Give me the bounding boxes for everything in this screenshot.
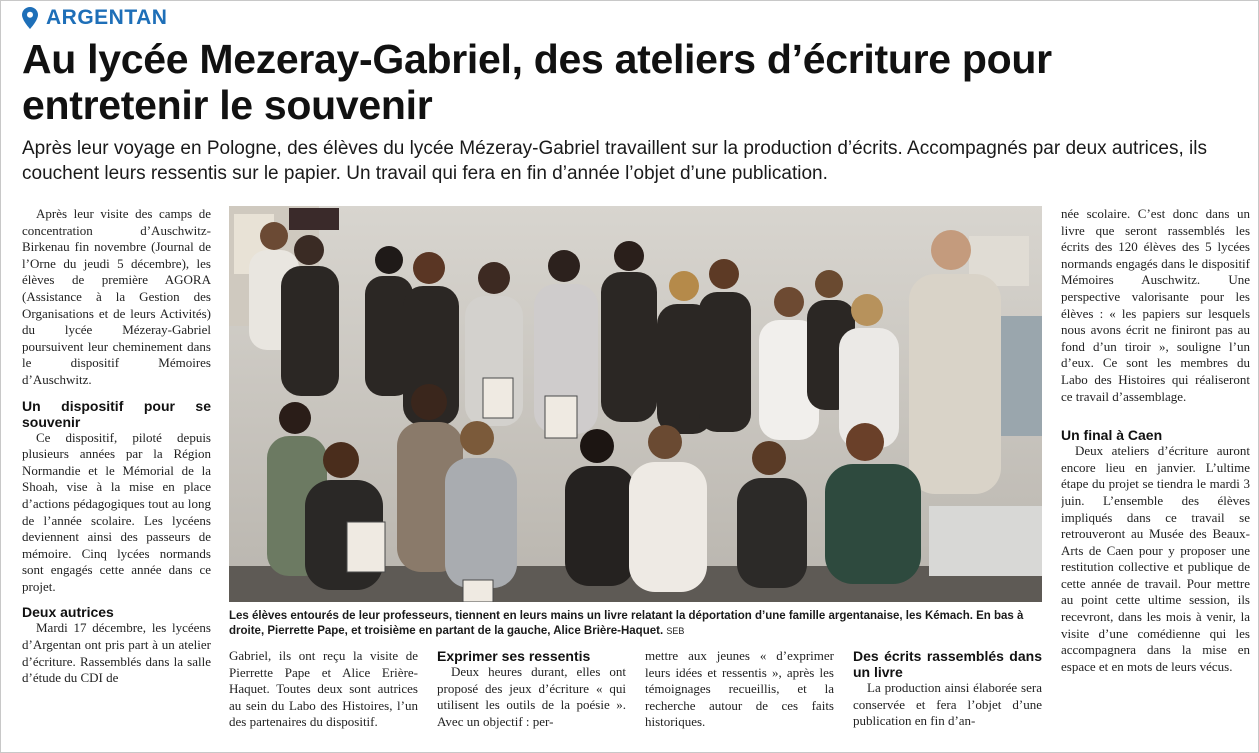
subheading-dispositif: Un dispositif pour se souvenir — [22, 397, 211, 430]
subheading-final: Un final à Caen — [1061, 427, 1163, 444]
section-kicker — [22, 4, 167, 32]
column-2-paragraph: Gabriel, ils ont reçu la visite de Pierrette Pape et Alice Erière-Haquet. Toutes deux sont autrices au sein du Labo des Histoires, l’un des partenaires du dispositif. — [229, 648, 418, 730]
subheading-autrices: Deux autrices — [22, 604, 114, 621]
column-4-paragraph: mettre aux jeunes « d’exprimer leurs idées et ressentis », après les témoignages recueillis, et la recherche autour de ces faits historiques. — [645, 648, 834, 730]
column-1 — [22, 206, 211, 740]
article-headline: Au lycée Mezeray-Gabriel, des ateliers d’écriture pour entretenir le souvenir — [22, 36, 1052, 128]
autrices-paragraph: Mardi 17 décembre, les lycéens d’Argentan ont pris part à un atelier d’écriture. Rassemblés dans la salle d’étude du CDI de — [22, 620, 211, 686]
column-4 — [645, 648, 834, 740]
ressentis-paragraph: Deux heures durant, elles ont proposé des jeux d’écriture « qui utilisent les outils de la poésie ». Avec un objectif : per- — [437, 664, 626, 729]
column-6 — [1061, 206, 1250, 740]
group-photo-illustration — [229, 206, 1042, 602]
section-label: ARGENTAN — [46, 6, 168, 29]
article-standfirst: Après leur voyage en Pologne, des élèves du lycée Mézeray-Gabriel travaillent sur la production d’écrits. Accompagnés par deux autrices, ils couchent leurs ressentis sur le papier. Un travail qui fera en fin d’année l’objet d’une publication. — [22, 138, 1207, 184]
dispositif-paragraph: Ce dispositif, piloté depuis plusieurs années par la Région Normandie et le Mémorial de la Shoah, vise à la mise en place d’actions pédagogiques tout au long de l’année scolaire. Les lycéens deviennent ainsi des passeurs de mémoire. Cinq lycées normands sont engagés cette année dans ce projet. — [22, 429, 211, 594]
photo-caption-text: Les élèves entourés de leur professeurs, tiennent en leurs mains un livre relatant la déportation d’une famille argentanaise, les Kémach. En bas à droite, Pierrette Pape, et troisième en partant de la gauche, Alice Brière-Haquet. — [229, 610, 1024, 637]
photo-caption — [229, 609, 1042, 639]
column-5 — [853, 648, 1042, 740]
column-2 — [229, 648, 418, 740]
column-6-paragraph: née scolaire. C’est donc dans un livre que seront rassemblés les écrits des 120 élèves des 5 lycées normands engagés dans le dispositif Mémoires Auschwitz. Une perspective valorisante pour les élèves : « les papiers sur lesquels nous avons écrit ne finiront pas au fond d’un tiroir », souligne l’un d’eux. Ce sont les membres du Labo des Histoires qui réaliseront ce travail d’assemblage. — [1061, 206, 1250, 404]
subheading-ecrits: Des écrits rassemblés dans un livre — [853, 648, 1042, 680]
ecrits-paragraph: La production ainsi élaborée sera conservée et fera l’objet d’une publication en fin d’an- — [853, 680, 1042, 729]
column-3 — [437, 648, 626, 740]
group-photo — [229, 206, 1042, 602]
location-pin-icon — [22, 7, 38, 29]
intro-paragraph: Après leur visite des camps de concentration d’Auschwitz-Birkenau fin novembre (Journal de l’Orne du jeudi 5 décembre), les élèves de première AGORA (Assistance à la Gestion des Organisations et de leurs Activités) du lycée Mézeray-Gabriel poursuivent leur cheminement dans le dispositif Mémoires d’Auschwitz. — [22, 206, 211, 387]
subheading-ressentis: Exprimer ses ressentis — [437, 648, 591, 664]
photo-credit: SEB — [666, 626, 685, 636]
final-paragraph: Deux ateliers d’écriture auront encore lieu en janvier. L’ultime étape du projet se tiendra le mardi 3 juin. L’ensemble des élèves impliqués dans ce travail se retrouveront au Musée des Beaux-Arts de Caen pour y proposer une restitution collective et publique de cette année de travail. Pour mettre au point cette ultime session, ils recevront, dans les mois à venir, la visite d’une comédienne qui les accompagnera dans la mise en espace et en mots de leurs vécus. — [1061, 443, 1250, 674]
